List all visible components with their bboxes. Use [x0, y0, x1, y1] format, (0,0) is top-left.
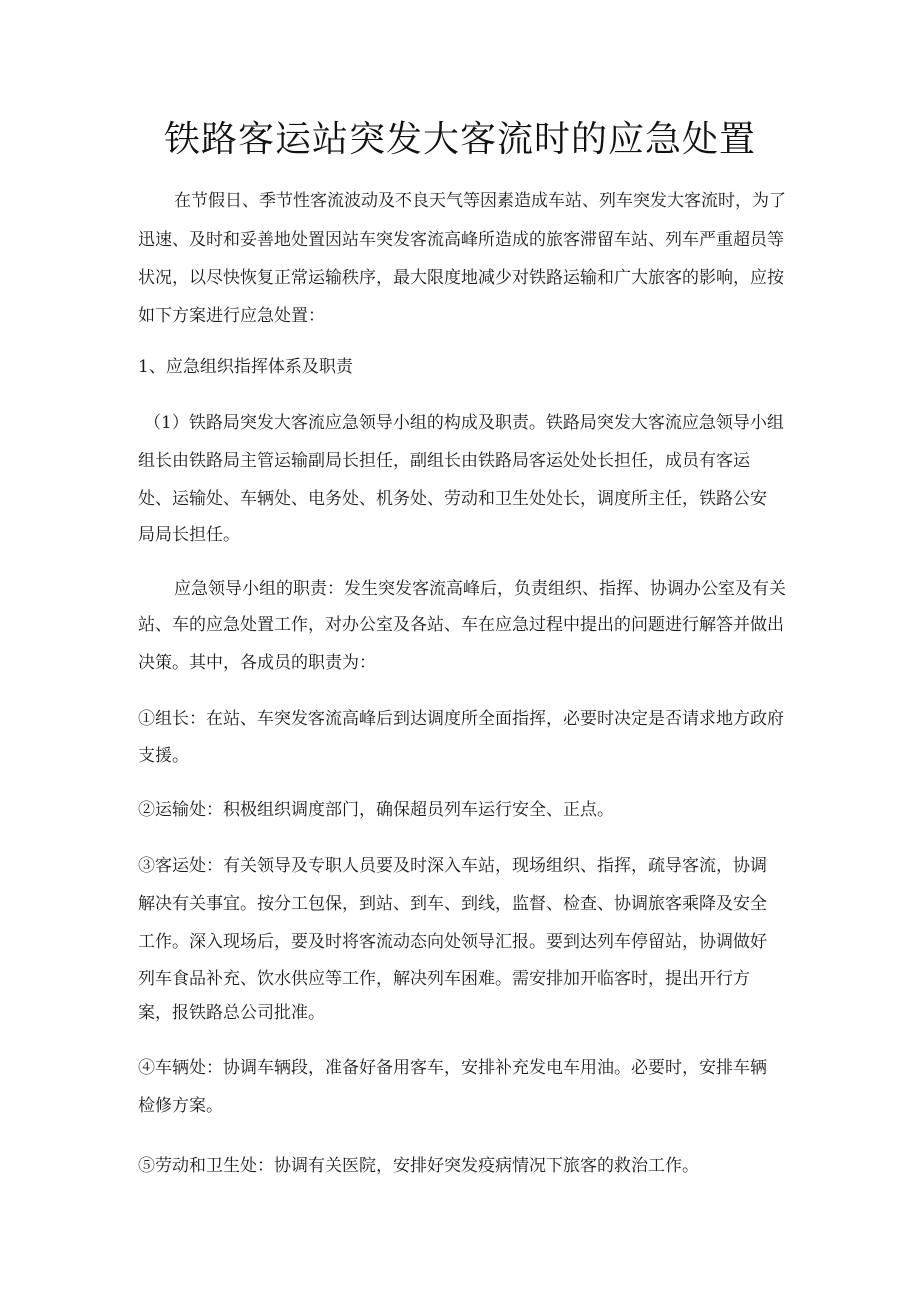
paragraph-line: 支援。 — [138, 746, 189, 766]
paragraph-line: 解决有关事宜。按分工包保，到站、到车、到线，监督、检查、协调旅客乘降及安全 — [138, 894, 767, 914]
paragraph-line: ②运输处：积极组织调度部门，确保超员列车运行安全、正点。 — [138, 800, 614, 820]
paragraph-line: 案，报铁路总公司批准。 — [138, 1003, 325, 1023]
paragraph-line: ④车辆处：协调车辆段，准备好备用客车，安排补充发电车用油。必要时，安排车辆 — [138, 1058, 767, 1078]
paragraph-line: 处、运输处、车辆处、电务处、机务处、劳动和卫生处处长，调度所主任，铁路公安 — [138, 489, 767, 509]
paragraph-line: 局局长担任。 — [138, 525, 240, 545]
paragraph-line: 状况，以尽快恢复正常运输秩序，最大限度地减少对铁路运输和广大旅客的影响，应按 — [138, 268, 784, 288]
paragraph-line: 组长由铁路局主管运输副局长担任，副组长由铁路局客运处处长担任，成员有客运 — [138, 451, 750, 471]
paragraph-line: 站、车的应急处置工作，对办公室及各站、车在应急过程中提出的问题进行解答并做出 — [138, 615, 784, 635]
section-heading: 1、应急组织指挥体系及职责 — [138, 357, 353, 377]
paragraph-line: 如下方案进行应急处置： — [138, 306, 325, 326]
paragraph-line: 迅速、及时和妥善地处置因站车突发客流高峰所造成的旅客滞留车站、列车严重超员等 — [138, 230, 784, 250]
paragraph-line: 列车食品补充、饮水供应等工作，解决列车困难。需安排加开临客时，提出开行方 — [138, 969, 750, 989]
paragraph-line: 工作。深入现场后，要及时将客流动态向处领导汇报。要到达列车停留站，协调做好 — [138, 932, 767, 952]
paragraph-line: ①组长：在站、车突发客流高峰后到达调度所全面指挥，必要时决定是否请求地方政府 — [138, 709, 784, 729]
paragraph-line: 决策。其中，各成员的职责为： — [138, 653, 376, 673]
paragraph-line: 在节假日、季节性客流波动及不良天气等因素造成车站、列车突发大客流时，为了 — [174, 191, 786, 211]
paragraph-line: 检修方案。 — [138, 1096, 223, 1116]
document-title: 铁路客运站突发大客流时的应急处置 — [163, 119, 756, 160]
paragraph-line: （1）铁路局突发大客流应急领导小组的构成及职责。铁路局突发大客流应急领导小组 — [144, 413, 784, 433]
paragraph-line: ③客运处：有关领导及专职人员要及时深入车站，现场组织、指挥，疏导客流，协调 — [138, 856, 767, 876]
paragraph-line: 应急领导小组的职责：发生突发客流高峰后，负责组织、指挥、协调办公室及有关 — [174, 579, 786, 599]
paragraph-line: ⑤劳动和卫生处：协调有关医院，安排好突发疫病情况下旅客的救治工作。 — [138, 1156, 699, 1176]
